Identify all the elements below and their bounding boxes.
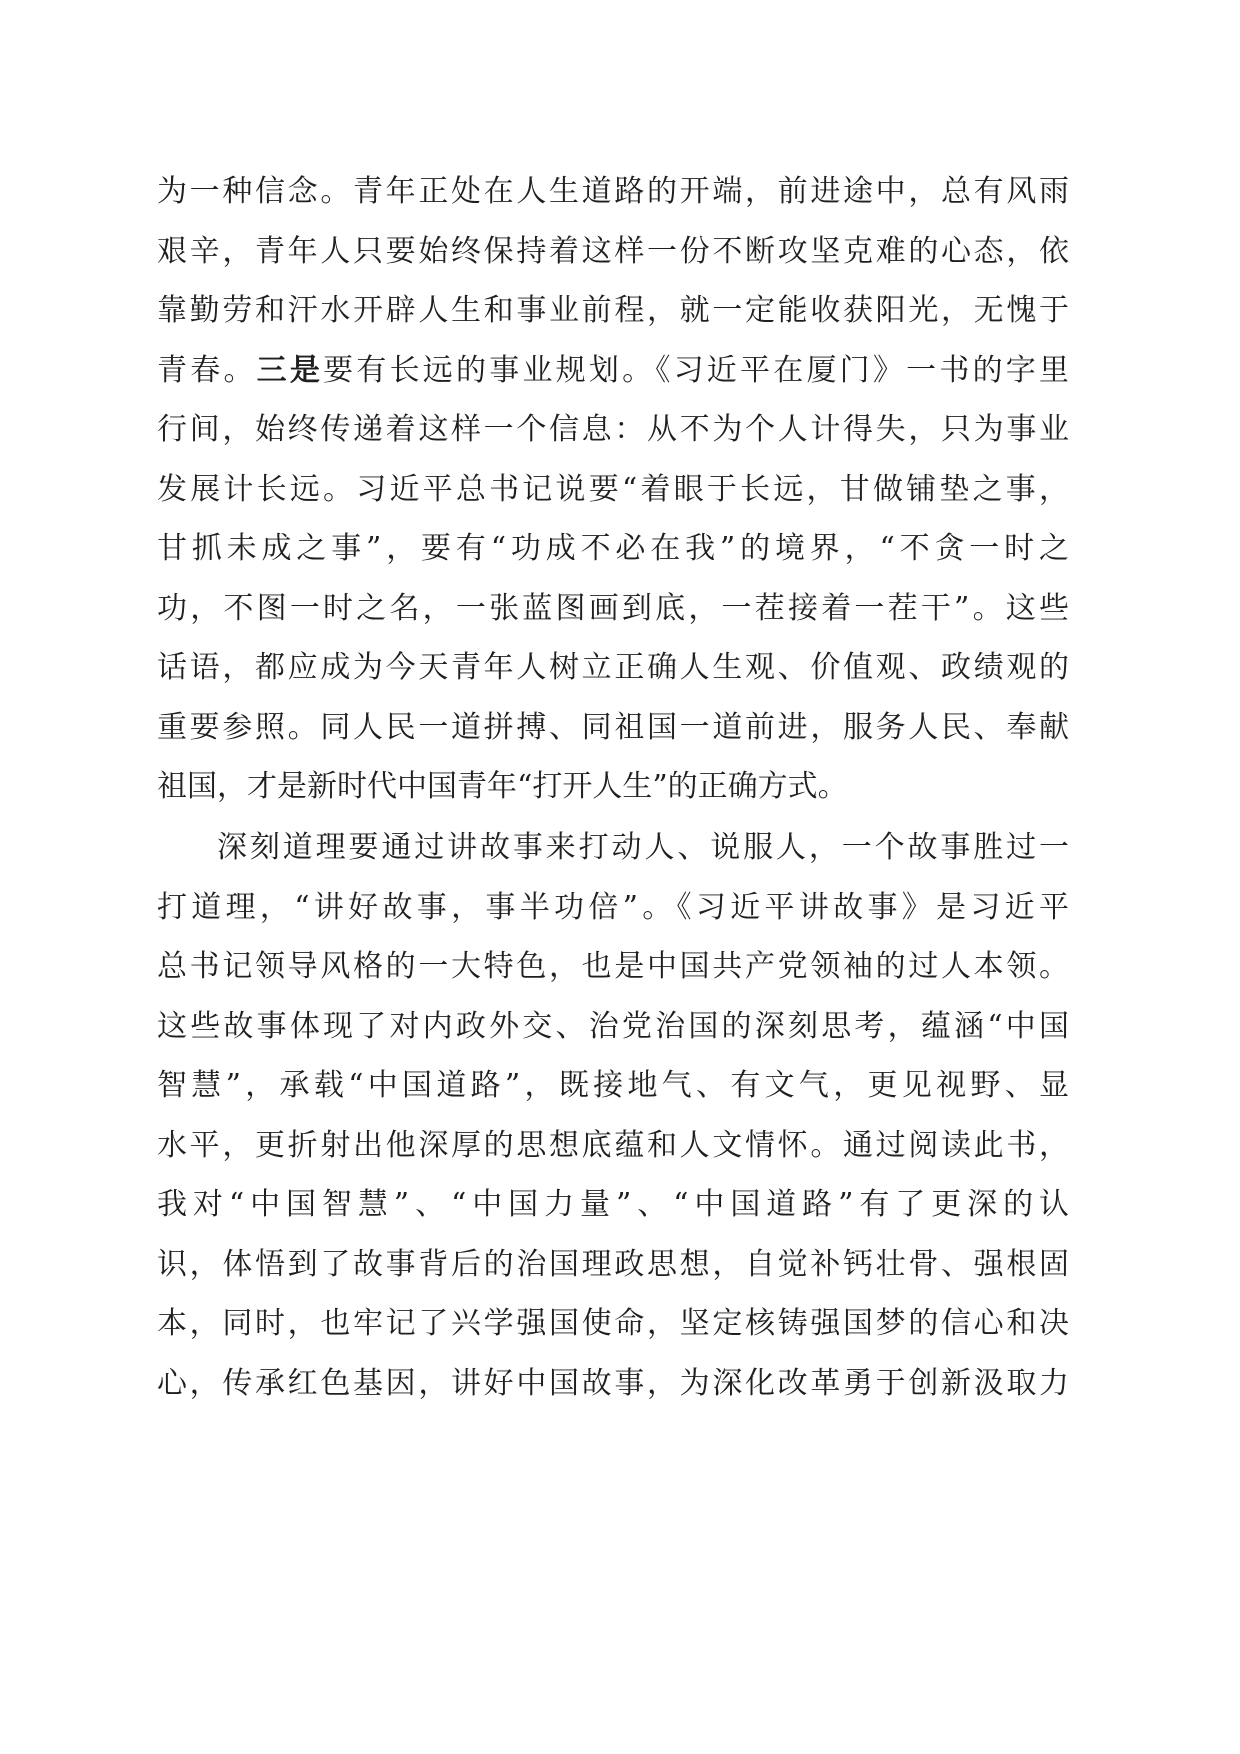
paragraph-2-line-4: 这些故事体现了对内政外交、治党治国的深刻思考，蕴涵“中国 xyxy=(157,1008,1069,1044)
paragraph-1-line-9: 话语，都应成为今天青年人树立正确人生观、价值观、政绩观的 xyxy=(157,650,1069,685)
paragraph-1-line-11: 祖国，才是新时代中国青年“打开人生”的正确方式。 xyxy=(157,769,848,804)
paragraph-1-line-4-after: 要有长远的事业规划。《习近平在厦门》一书的字里 xyxy=(323,352,1069,388)
paragraph-1-line-3: 靠勤劳和汗水开辟人生和事业前程，就一定能收获阳光，无愧于 xyxy=(157,293,1069,328)
paragraph-1-line-1: 为一种信念。青年正处在人生道路的开端，前进途中，总有风雨 xyxy=(157,174,1069,209)
paragraph-2-line-9: 本，同时，也牢记了兴学强国使命，坚定核铸强国梦的信心和决 xyxy=(157,1306,1069,1341)
paragraph-2-line-8: 识，体悟到了故事背后的治国理政思想，自觉补钙壮骨、强根固 xyxy=(157,1246,1069,1282)
paragraph-2-line-1: 深刻道理要通过讲故事来打动人、说服人，一个故事胜过一 xyxy=(217,830,1069,865)
paragraph-1 xyxy=(157,162,1069,817)
paragraph-2 xyxy=(157,818,1069,1413)
paragraph-1-line-10: 重要参照。同人民一道拼搏、同祖国一道前进，服务人民、奉献 xyxy=(157,709,1069,745)
paragraph-1-line-2: 艰辛，青年人只要始终保持着这样一份不断攻坚克难的心态，依 xyxy=(157,233,1069,269)
paragraph-2-line-10: 心，传承红色基因，讲好中国故事，为深化改革勇于创新汲取力 xyxy=(157,1365,1069,1401)
paragraph-1-line-8: 功，不图一时之名，一张蓝图画到底，一茬接着一茬干”。这些 xyxy=(157,590,1069,626)
paragraph-2-line-7: 我对“中国智慧”、“中国力量”、“中国道路”有了更深的认 xyxy=(157,1187,1069,1222)
paragraph-1-line-5: 行间，始终传递着这样一个信息：从不为个人计得失，只为事业 xyxy=(157,412,1069,447)
paragraph-1-line-4 xyxy=(157,341,1069,401)
emphasis-three-is: 三是 xyxy=(256,352,324,388)
paragraph-2-line-6: 水平，更折射出他深厚的思想底蕴和人文情怀。通过阅读此书， xyxy=(157,1127,1069,1163)
paragraph-2-line-3: 总书记领导风格的一大特色，也是中国共产党领袖的过人本领。 xyxy=(157,949,1069,984)
paragraph-1-line-4-before: 青春。 xyxy=(157,352,257,388)
paragraph-2-line-2: 打道理，“讲好故事，事半功倍”。《习近平讲故事》是习近平 xyxy=(157,889,1069,925)
paragraph-1-line-7: 甘抓未成之事”，要有“功成不必在我”的境界，“不贪一时之 xyxy=(157,531,1069,566)
paragraph-1-line-6: 发展计长远。习近平总书记说要“着眼于长远，甘做铺垫之事， xyxy=(157,471,1069,507)
paragraph-2-line-5: 智慧”，承载“中国道路”，既接地气、有文气，更见视野、显 xyxy=(157,1068,1069,1103)
